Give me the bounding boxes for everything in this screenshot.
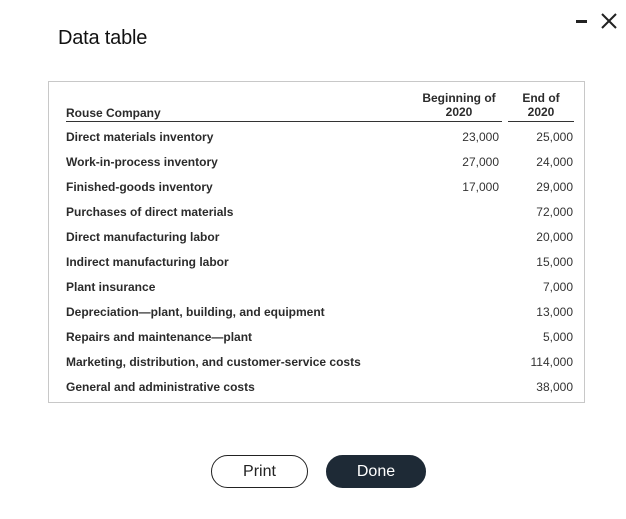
row-beginning-value xyxy=(416,299,502,324)
data-table-container xyxy=(48,81,585,403)
table-row xyxy=(66,374,574,399)
row-label: Purchases of direct materials xyxy=(66,204,234,219)
column-header-beginning-line1: Beginning of xyxy=(422,91,496,105)
row-beginning-value xyxy=(416,374,502,399)
table-header-row xyxy=(66,90,574,122)
print-button[interactable]: Print xyxy=(211,455,308,488)
row-label: Plant insurance xyxy=(66,279,156,294)
minimize-icon xyxy=(576,20,587,23)
row-label: General and administrative costs xyxy=(66,379,255,394)
data-table xyxy=(66,90,574,399)
row-label: Direct materials inventory xyxy=(66,130,214,144)
table-row xyxy=(66,149,574,174)
row-beginning-value xyxy=(416,224,502,249)
dialog-title: Data table xyxy=(58,27,148,49)
close-button[interactable] xyxy=(600,12,618,30)
table-row xyxy=(66,299,574,324)
table-row xyxy=(66,122,574,150)
table-row xyxy=(66,224,574,249)
column-header-beginning xyxy=(416,90,502,122)
row-label: Finished-goods inventory xyxy=(66,179,213,194)
row-end-value: 7,000 xyxy=(542,279,573,294)
row-end-value: 20,000 xyxy=(536,229,573,244)
row-end-value: 15,000 xyxy=(536,254,573,269)
row-beginning-value xyxy=(416,274,502,299)
row-end-value: 38,000 xyxy=(536,379,573,394)
row-end-value: 5,000 xyxy=(542,329,573,344)
row-label: Direct manufacturing labor xyxy=(66,229,220,244)
row-beginning-value: 23,000 xyxy=(462,130,499,144)
row-end-value: 13,000 xyxy=(536,304,573,319)
table-row xyxy=(66,349,574,374)
company-name-header: Rouse Company xyxy=(66,90,416,122)
table-row xyxy=(66,174,574,199)
row-beginning-value xyxy=(416,324,502,349)
close-icon xyxy=(600,12,618,30)
row-beginning-value xyxy=(416,199,502,224)
done-button[interactable]: Done xyxy=(326,455,426,488)
table-row xyxy=(66,249,574,274)
row-end-value: 25,000 xyxy=(536,130,573,144)
row-label: Marketing, distribution, and customer-service costs xyxy=(66,354,361,369)
row-beginning-value: 17,000 xyxy=(462,179,499,194)
row-beginning-value xyxy=(416,249,502,274)
column-header-end xyxy=(508,90,574,122)
table-body xyxy=(66,122,574,400)
window-controls xyxy=(574,12,618,30)
table-row xyxy=(66,324,574,349)
row-end-value: 29,000 xyxy=(536,179,573,194)
row-label: Indirect manufacturing labor xyxy=(66,254,229,269)
table-row xyxy=(66,274,574,299)
row-beginning-value: 27,000 xyxy=(462,154,499,169)
column-header-end-line2: 2020 xyxy=(527,105,555,119)
minimize-button[interactable] xyxy=(574,14,588,28)
row-label: Work-in-process inventory xyxy=(66,154,218,169)
column-header-end-line1: End of xyxy=(522,91,560,105)
row-beginning-value xyxy=(416,349,502,374)
table-row xyxy=(66,199,574,224)
row-label: Depreciation—plant, building, and equipment xyxy=(66,304,325,319)
column-header-beginning-line2: 2020 xyxy=(445,105,473,119)
row-end-value: 72,000 xyxy=(536,204,573,219)
row-end-value: 114,000 xyxy=(530,354,573,369)
row-label: Repairs and maintenance—plant xyxy=(66,329,253,344)
row-end-value: 24,000 xyxy=(536,154,573,169)
